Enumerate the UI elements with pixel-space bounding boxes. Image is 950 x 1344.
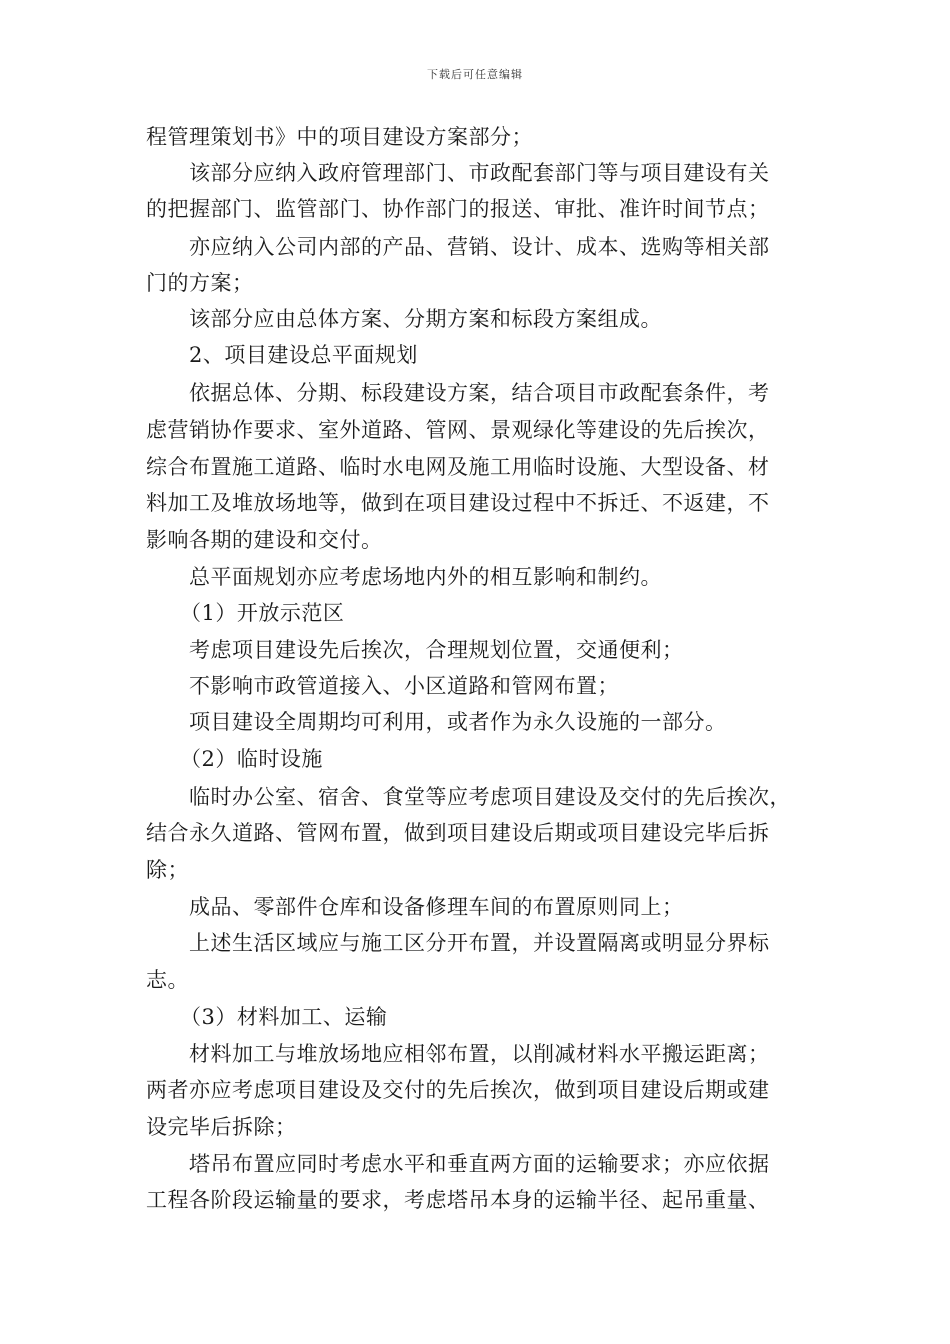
text-line: 虑营销协作要求、室外道路、管网、景观绿化等建设的先后挨次， [146,418,770,442]
text-line: 影响各期的建设和交付。 [146,528,383,552]
text-line: 门的方案； [146,271,254,295]
text-line: 依据总体、分期、标段建设方案，结合项目市政配套条件，考 [189,381,770,405]
text-line: 成品、零部件仓库和设备修理车间的布置原则同上； [189,895,684,919]
page-header: 下载后可任意编辑 [427,68,523,81]
text-line: 志。 [146,968,189,992]
text-line: 该部分应由总体方案、分期方案和标段方案组成。 [189,307,662,331]
text-line: 亦应纳入公司内部的产品、营销、设计、成本、选购等相关部 [189,235,770,259]
text-line: 的把握部门、监管部门、协作部门的报送、审批、准许时间节点； [146,197,770,221]
subsection-heading: （1）开放示范区 [180,601,345,625]
text-line: 项目建设全周期均可利用，或者作为永久设施的一部分。 [189,710,727,734]
text-line: 料加工及堆放场地等，做到在项目建设过程中不拆迁、不返建，不 [146,491,770,515]
text-line: 上述生活区域应与施工区分开布置，并设置隔离或明显分界标 [189,931,770,955]
text-line: 临时办公室、宿舍、食堂等应考虑项目建设及交付的先后挨次， [189,785,791,809]
text-line: 结合永久道路、管网布置，做到项目建设后期或项目建设完毕后拆 [146,821,770,845]
text-line: 设完毕后拆除； [146,1115,297,1139]
text-line: 总平面规划亦应考虑场地内外的相互影响和制约。 [189,565,662,589]
text-line: 除； [146,858,189,882]
text-line: 不影响市政管道接入、小区道路和管网布置； [189,674,619,698]
text-line: 塔吊布置应同时考虑水平和垂直两方面的运输要求；亦应依据 [189,1152,770,1176]
text-line: 程管理策划书》中的项目建设方案部分； [146,125,533,149]
text-line: 两者亦应考虑项目建设及交付的先后挨次，做到项目建设后期或建 [146,1078,770,1102]
text-line: 该部分应纳入政府管理部门、市政配套部门等与项目建设有关 [189,161,770,185]
subsection-heading: （3）材料加工、运输 [180,1005,388,1029]
section-heading: 2、项目建设总平面规划 [189,343,418,367]
text-line: 考虑项目建设先后挨次，合理规划位置，交通便利； [189,638,684,662]
text-line: 综合布置施工道路、临时水电网及施工用临时设施、大型设备、材 [146,455,770,479]
text-line: 材料加工与堆放场地应相邻布置，以削减材料水平搬运距离； [189,1042,770,1066]
text-line: 工程各阶段运输量的要求，考虑塔吊本身的运输半径、起吊重量、 [146,1188,770,1212]
subsection-heading: （2）临时设施 [180,747,323,771]
